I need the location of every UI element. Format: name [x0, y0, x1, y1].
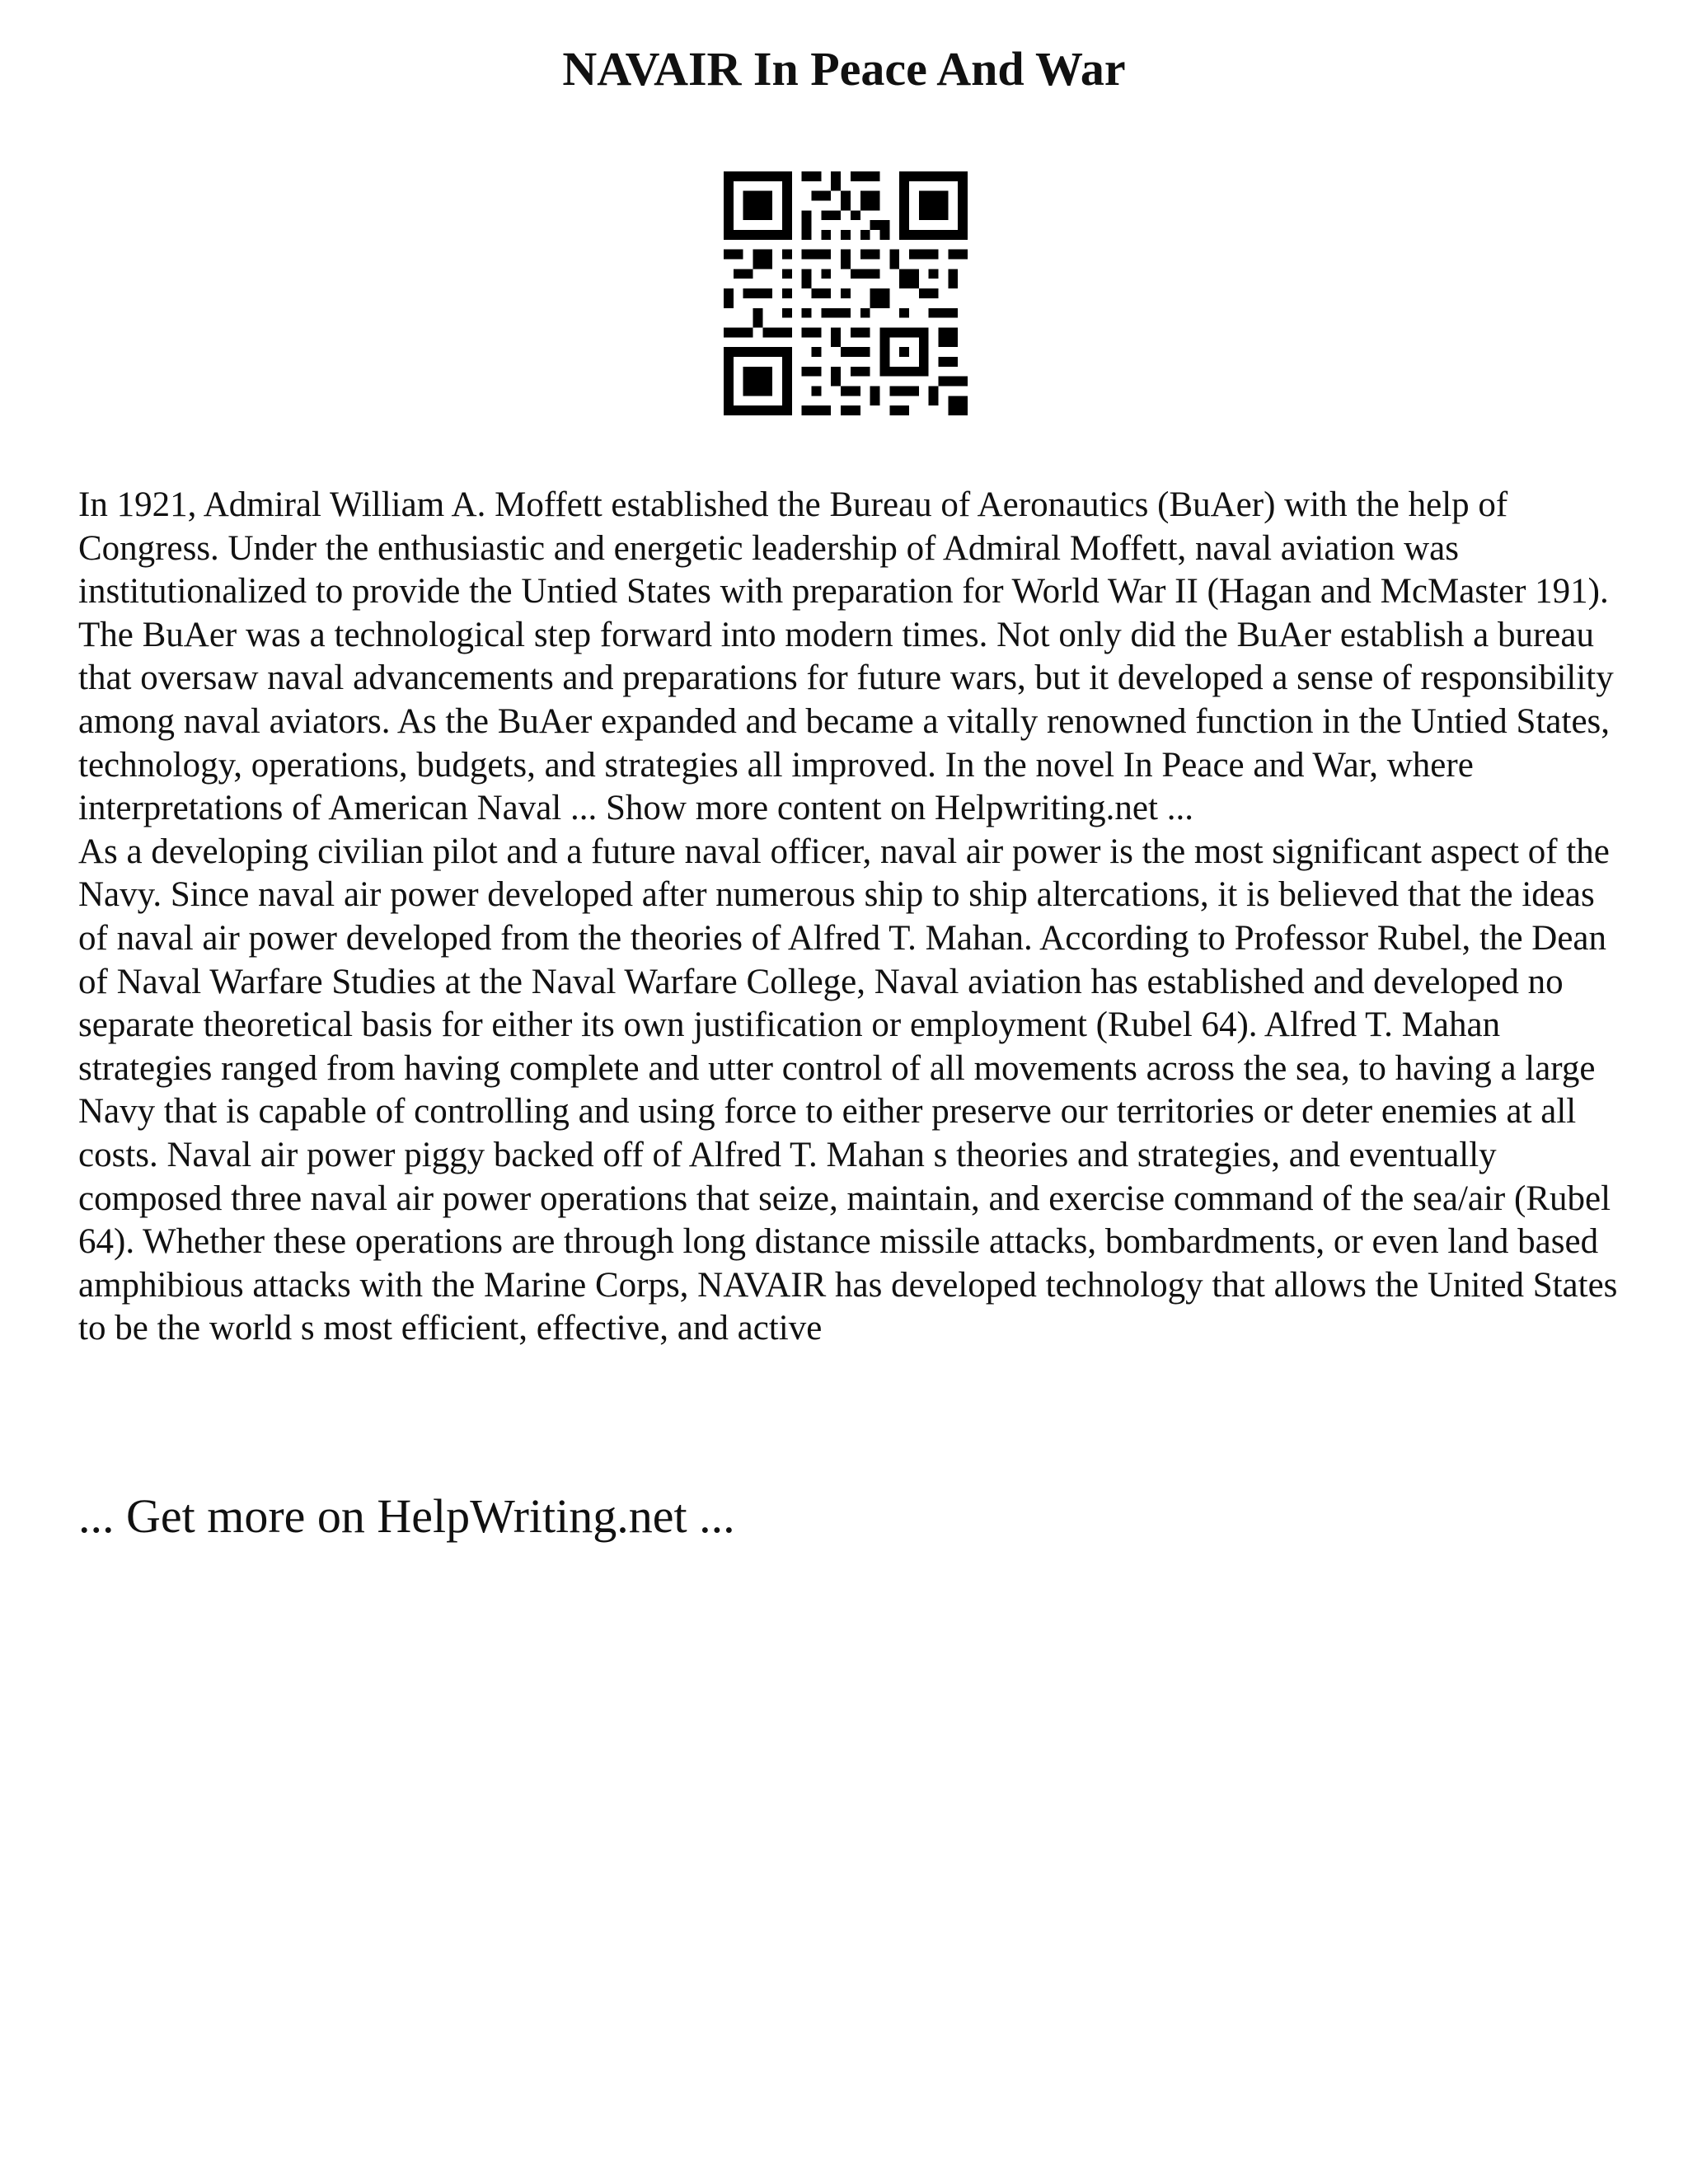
paragraph-1: In 1921, Admiral William A. Moffett established the Bureau of Aeronautics (BuAer) with the help of Congress. Under the enthusiastic and energetic leadership of Admiral Moffett, naval aviation was institutionalized to provide the Untied States with preparation for World War II (Hagan and McMaster 191). The BuAer was a technological step forward into modern times. Not only did the BuAer establish a bureau that oversaw naval advancements and preparations for future wars, but it developed a sense of responsibility among naval aviators. As the BuAer expanded and became a vitally renowned function in the Untied States, technology, operations, budgets, and strategies all improved. In the novel In Peace and War, where interpretations of American Naval ... Show more content on Helpwriting.net ... [78, 485, 1614, 828]
document-title: NAVAIR In Peace And War [562, 42, 1126, 96]
document-body [78, 484, 1628, 1351]
qr-code-icon[interactable] [724, 171, 968, 415]
get-more-link[interactable]: ... Get more on HelpWriting.net ... [78, 1489, 735, 1543]
paragraph-2: As a developing civilian pilot and a future naval officer, naval air power is the most significant aspect of the Navy. Since naval air power developed after numerous ship to ship altercations, it is believed that the ideas of naval air power developed from the theories of Alfred T. Mahan. According to Professor Rubel, the Dean of Naval Warfare Studies at the Naval Warfare College, Naval aviation has established and developed no separate theoretical basis for either its own justification or employment (Rubel 64). Alfred T. Mahan strategies ranged from having complete and utter control of all movements across the sea, to having a large Navy that is capable of controlling and using force to either preserve our territories or deter enemies at all costs. Naval air power piggy backed off of Alfred T. Mahan s theories and strategies, and eventually composed three naval air power operations that seize, maintain, and exercise command of the sea/air (Rubel 64). Whether these operations are through long distance missile attacks, bombardments, or even land based amphibious attacks with the Marine Corps, NAVAIR has developed technology that allows the United States to be the world s most efficient, effective, and active [78, 832, 1618, 1348]
qr-code-graphic [724, 171, 968, 415]
